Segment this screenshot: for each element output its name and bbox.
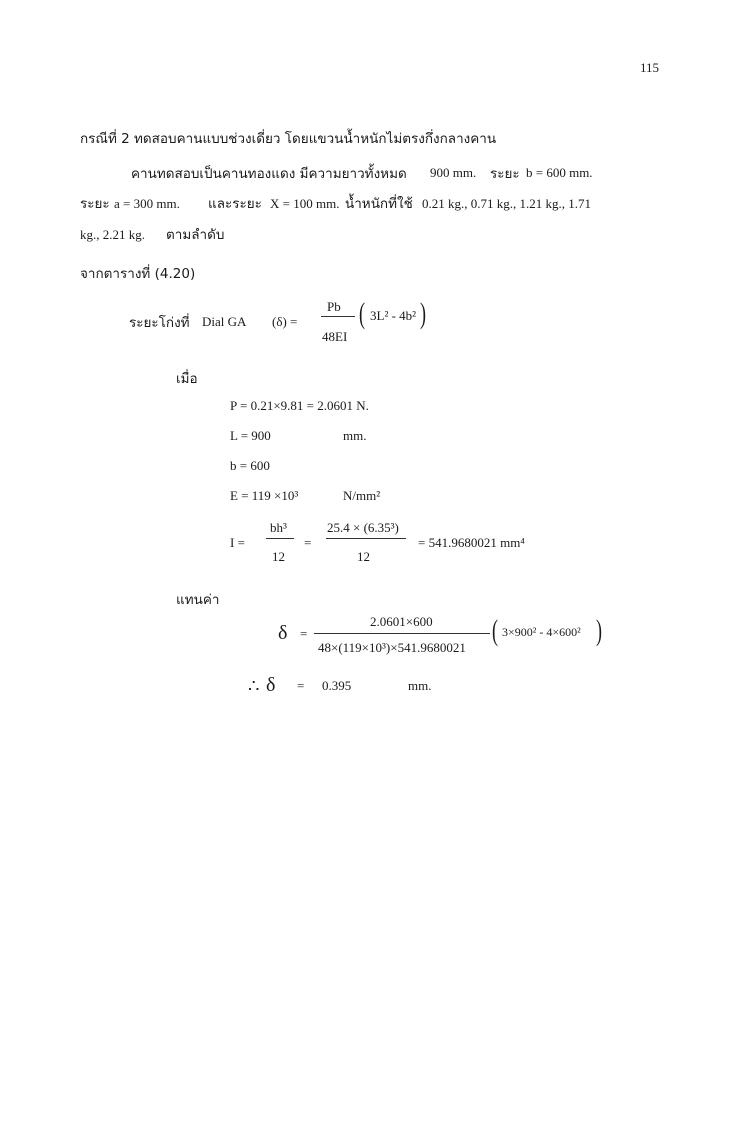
- case-heading: กรณีที่ 2 ทดสอบคานแบบช่วงเดี่ยว โดยแขวนน้ำหนักไม่ตรงกึ่งกลางคาน: [80, 131, 497, 147]
- fraction-bar: [266, 538, 294, 539]
- right-paren: ): [420, 297, 426, 330]
- right-paren: ): [596, 614, 602, 647]
- var-I-lhs: I =: [230, 535, 245, 550]
- para-text: a = 300 mm.: [114, 196, 180, 211]
- var-I-den1: 12: [272, 549, 285, 564]
- result-delta: δ: [266, 674, 276, 696]
- var-I-den2: 12: [357, 549, 370, 564]
- formula-numerator: Pb: [327, 299, 341, 314]
- para-text: 900 mm.: [430, 165, 477, 180]
- formula-label: ระยะโก่งที่: [129, 315, 190, 331]
- sub-eq: =: [300, 626, 308, 641]
- fraction-bar: [326, 538, 406, 539]
- var-I-num2: 25.4 × (6.35³): [327, 520, 399, 535]
- var-L: L = 900: [230, 428, 271, 443]
- table-reference: จากตารางที่ (4.20): [80, 266, 196, 282]
- left-paren: (: [492, 614, 498, 647]
- var-b: b = 600: [230, 458, 270, 473]
- para-text: ตามลำดับ: [166, 227, 225, 243]
- para-text: และระยะ: [208, 196, 262, 212]
- result-eq: =: [297, 678, 305, 693]
- sub-numerator: 2.0601×600: [370, 614, 433, 629]
- substitute-label: แทนค่า: [176, 592, 220, 608]
- para-text: b = 600 mm.: [526, 165, 593, 180]
- para-text: X = 100 mm.: [270, 196, 340, 211]
- formula-label: Dial GA: [202, 314, 247, 329]
- var-L-unit: mm.: [343, 428, 367, 443]
- result-value: 0.395: [322, 678, 352, 693]
- left-paren: (: [359, 297, 365, 330]
- var-I-result: = 541.9680021 mm⁴: [418, 535, 525, 550]
- formula-bracket: 3L² - 4b²: [370, 308, 417, 323]
- result-unit: mm.: [408, 678, 432, 693]
- var-E: E = 119 ×10³: [230, 488, 299, 503]
- therefore-symbol: ∴: [248, 676, 260, 696]
- para-text: 0.21 kg., 0.71 kg., 1.21 kg., 1.71: [422, 196, 591, 211]
- para-text: คานทดสอบเป็นคานทองแดง มีความยาวทั้งหมด: [131, 166, 407, 182]
- sub-delta: δ: [278, 622, 288, 644]
- where-label: เมื่อ: [176, 371, 198, 387]
- var-I-eq: =: [304, 535, 312, 550]
- formula-lhs: (δ) =: [272, 314, 298, 329]
- var-I-num1: bh³: [270, 520, 287, 535]
- para-text: kg., 2.21 kg.: [80, 227, 145, 242]
- sub-denominator: 48×(119×10³)×541.9680021: [318, 640, 466, 655]
- fraction-bar: [314, 633, 490, 634]
- para-text: น้ำหนักที่ใช้: [345, 196, 413, 212]
- formula-denominator: 48EI: [322, 329, 348, 344]
- sub-bracket: 3×900² - 4×600²: [502, 625, 581, 639]
- fraction-bar: [321, 316, 355, 317]
- para-text: ระยะ: [490, 166, 520, 182]
- para-text: ระยะ: [80, 196, 110, 212]
- var-E-unit: N/mm²: [343, 488, 381, 503]
- var-P: P = 0.21×9.81 = 2.0601 N.: [230, 398, 369, 413]
- page-number: 115: [640, 60, 660, 75]
